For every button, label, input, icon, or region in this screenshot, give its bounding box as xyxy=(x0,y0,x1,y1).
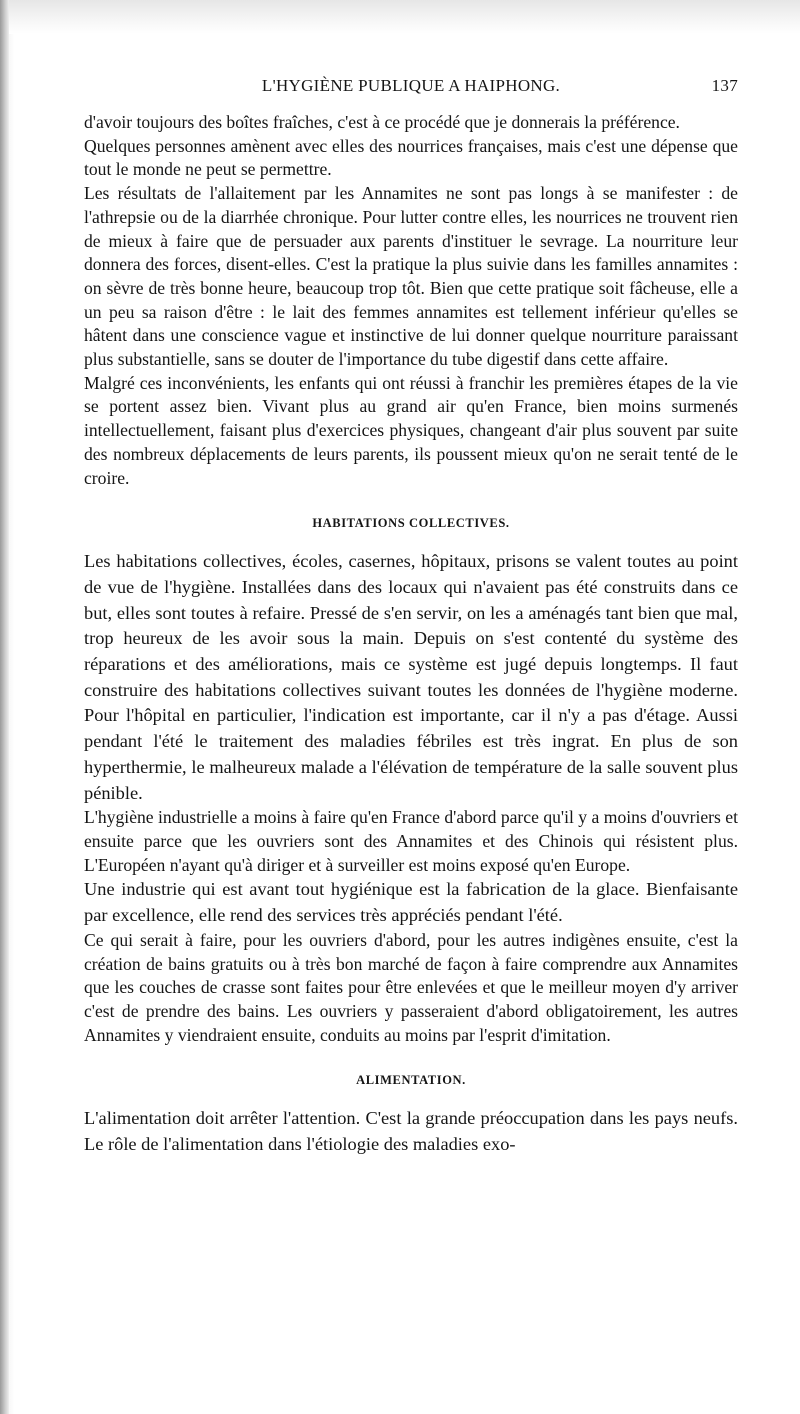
paragraph: Les habitations collectives, écoles, casernes, hôpitaux, prisons se valent toutes au point de vue de l'hygiène. Installées dans des locaux qui n'avaient pas été construits dans ce but, elles sont toutes à refaire. Pressé de s'en servir, on les a aménagés tant bien que mal, trop heureux de les avoir sous la main. Depuis on s'est contenté du système des réparations et des améliorations, mais ce système est jugé depuis longtemps. Il faut construire des habitations collectives suivant toutes les données de l'hygiène moderne. Pour l'hôpital en particulier, l'indication est importante, car il n'y a pas d'étage. Aussi pendant l'été le traitement des maladies fébriles est très ingrat. En plus de son hyperthermie, le malheureux malade a l'élévation de température de la salle souvent plus pénible. xyxy=(84,551,738,803)
running-title: L'HYGIÈNE PUBLIQUE A HAIPHONG. xyxy=(261,76,561,95)
paragraph: d'avoir toujours des boîtes fraîches, c'est à ce procédé que je donnerais la préférence. xyxy=(84,112,680,132)
paragraph: Les résultats de l'allaitement par les Annamites ne sont pas longs à se manifester : de l'athrepsie ou de la diarrhée chronique. Pour lutter contre elles, les nourrices ne trouvent rien de mieux à faire que de persuader aux parents d'instituer le sevrage. La nourriture leur donnera des forces, disent-elles. C'est la pratique la plus suivie dans les familles annamites : on sèvre de très bonne heure, beaucoup trop tôt. Bien que cette pratique soit fâcheuse, elle a un peu sa raison d'être : le lait des femmes annamites est tellement inférieur qu'elles se hâtent dans une conscience vague et instinctive de lui donner quelque nourriture paraissant plus substantielle, sans se douter de l'importance du tube digestif dans cette affaire. xyxy=(84,183,738,370)
paragraph: L'hygiène industrielle a moins à faire qu'en France d'abord parce qu'il y a moins d'ouvriers et ensuite parce que les ouvriers sont des Annamites et des Chinois qui résistent plus. L'Européen n'ayant qu'à diriger et à surveiller est moins exposé qu'en Europe. xyxy=(84,807,738,875)
section-heading-habitations: HABITATIONS COLLECTIVES. xyxy=(312,516,510,531)
page-number: 137 xyxy=(711,76,738,95)
book-spine-edge xyxy=(0,0,9,1414)
running-header xyxy=(84,76,738,100)
paragraph: Quelques personnes amènent avec elles des nourrices françaises, mais c'est une dépense que tout le monde ne peut se permettre. xyxy=(84,135,738,180)
scan-top-shadow xyxy=(0,0,800,34)
section-heading-alimentation: ALIMENTATION. xyxy=(356,1073,466,1088)
paragraph: Une industrie qui est avant tout hygiénique est la fabrication de la glace. Bienfaisante par excellence, elle rend des services très appréciés pendant l'été. xyxy=(84,879,738,926)
paragraph: L'alimentation doit arrêter l'attention. C'est la grande préoccupation dans les pays neufs. Le rôle de l'alimentation dans l'étiologie des maladies exo- xyxy=(84,1108,738,1155)
paragraph: Malgré ces inconvénients, les enfants qui ont réussi à franchir les premières étapes de la vie se portent assez bien. Vivant plus au grand air qu'en France, bien moins surmenés intellectuellement, faisant plus d'exercices physiques, changeant d'air plus souvent par suite des nombreux déplacements de leurs parents, ils poussent mieux qu'on ne serait tenté de le croire. xyxy=(84,372,738,488)
body-text xyxy=(84,111,738,1158)
paragraph: Ce qui serait à faire, pour les ouvriers d'abord, pour les autres indigènes ensuite, c'est la création de bains gratuits ou à très bon marché de façon à faire comprendre aux Annamites que les couches de crasse sont faites pour être enlevées et que le meilleur moyen d'y arriver c'est de prendre des bains. Les ouvriers y passeraient d'abord obligatoirement, les autres Annamites y viendraient ensuite, conduits au moins par l'esprit d'imitation. xyxy=(84,929,738,1045)
